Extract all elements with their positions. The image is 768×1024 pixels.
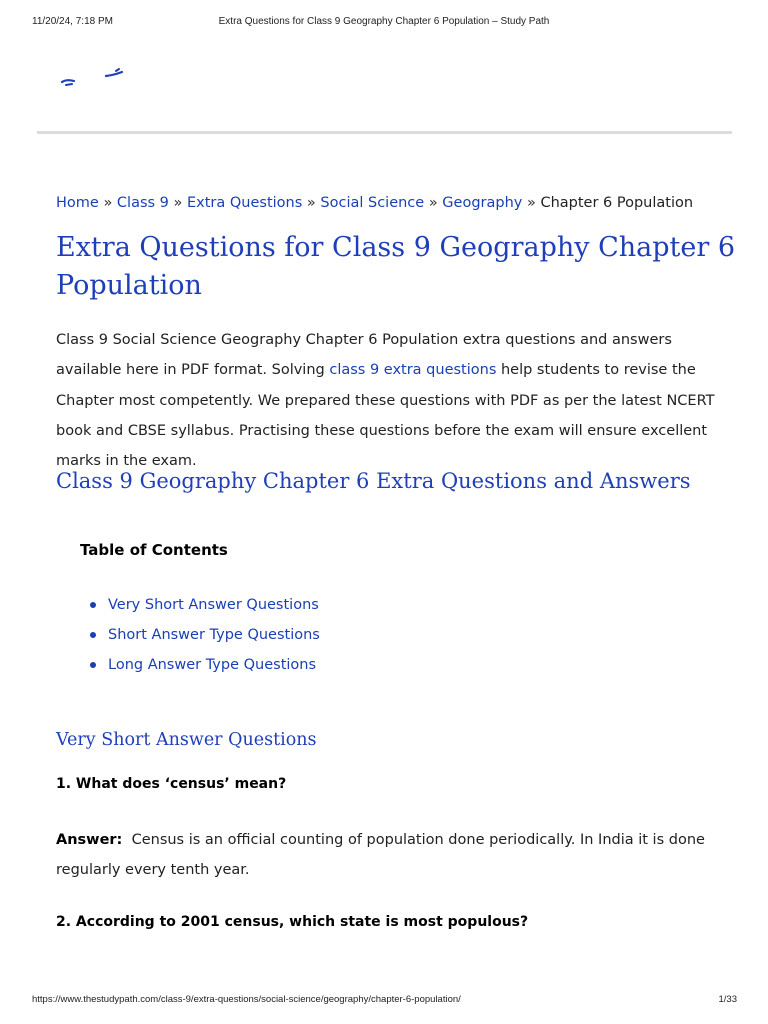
toc-link-short[interactable]: Short Answer Type Questions [108, 627, 320, 643]
breadcrumb-separator: » [526, 195, 536, 211]
print-url: https://www.thestudypath.com/class-9/extra-questions/social-science/geography/chapter-6-population/ [32, 994, 461, 1005]
answer-label: Answer: [56, 832, 123, 848]
breadcrumb-geography[interactable]: Geography [442, 195, 523, 211]
toc-title: Table of Contents [80, 541, 228, 559]
breadcrumb [56, 195, 693, 211]
site-logo[interactable] [58, 62, 128, 86]
header-divider [37, 131, 732, 134]
print-datetime: 11/20/24, 7:18 PM [32, 16, 113, 27]
answer-1 [56, 826, 716, 885]
intro-text-end: help students to revise the Chapter most competently. We prepared these questions with PDF as per the latest NCERT book and CBSE syllabus. Practising these questions before the exam will ensure excellent marks in the exam. [56, 362, 715, 470]
breadcrumb-extra-questions[interactable]: Extra Questions [187, 195, 303, 211]
breadcrumb-separator: » [306, 195, 316, 211]
breadcrumb-separator: » [173, 195, 183, 211]
question-2: 2. According to 2001 census, which state is most populous? [56, 914, 529, 930]
table-of-contents [90, 592, 320, 682]
breadcrumb-separator: » [103, 195, 113, 211]
toc-item [90, 592, 320, 622]
class-9-extra-questions-link[interactable]: class 9 extra questions [329, 362, 497, 379]
print-header [0, 16, 768, 30]
breadcrumb-social-science[interactable]: Social Science [320, 195, 425, 211]
section-heading: Class 9 Geography Chapter 6 Extra Questions and Answers [56, 469, 691, 493]
print-page-number: 1/33 [718, 994, 737, 1005]
toc-item [90, 622, 320, 652]
toc-link-long[interactable]: Long Answer Type Questions [108, 657, 317, 673]
question-1: 1. What does ‘census’ mean? [56, 776, 287, 792]
bullet-icon [90, 662, 96, 668]
breadcrumb-separator: » [428, 195, 438, 211]
toc-item [90, 652, 320, 682]
intro-text-start: Class 9 Social Science Geography Chapter 6 Population extra questions and answers available here in PDF format. Solving [56, 332, 672, 379]
bullet-icon [90, 632, 96, 638]
print-footer [0, 994, 768, 1008]
page-title: Extra Questions for Class 9 Geography Chapter 6 Population [56, 232, 736, 301]
breadcrumb-home[interactable]: Home [56, 195, 99, 211]
breadcrumb-current: Chapter 6 Population [540, 195, 694, 211]
subsection-heading: Very Short Answer Questions [56, 730, 317, 750]
answer-1-text: Census is an official counting of population done periodically. In India it is done regularly every tenth year. [56, 832, 705, 878]
breadcrumb-class-9[interactable]: Class 9 [116, 195, 169, 211]
toc-link-very-short[interactable]: Very Short Answer Questions [108, 597, 319, 613]
bullet-icon [90, 602, 96, 608]
intro-paragraph [56, 325, 726, 476]
print-doc-title: Extra Questions for Class 9 Geography Chapter 6 Population – Study Path [218, 16, 550, 27]
